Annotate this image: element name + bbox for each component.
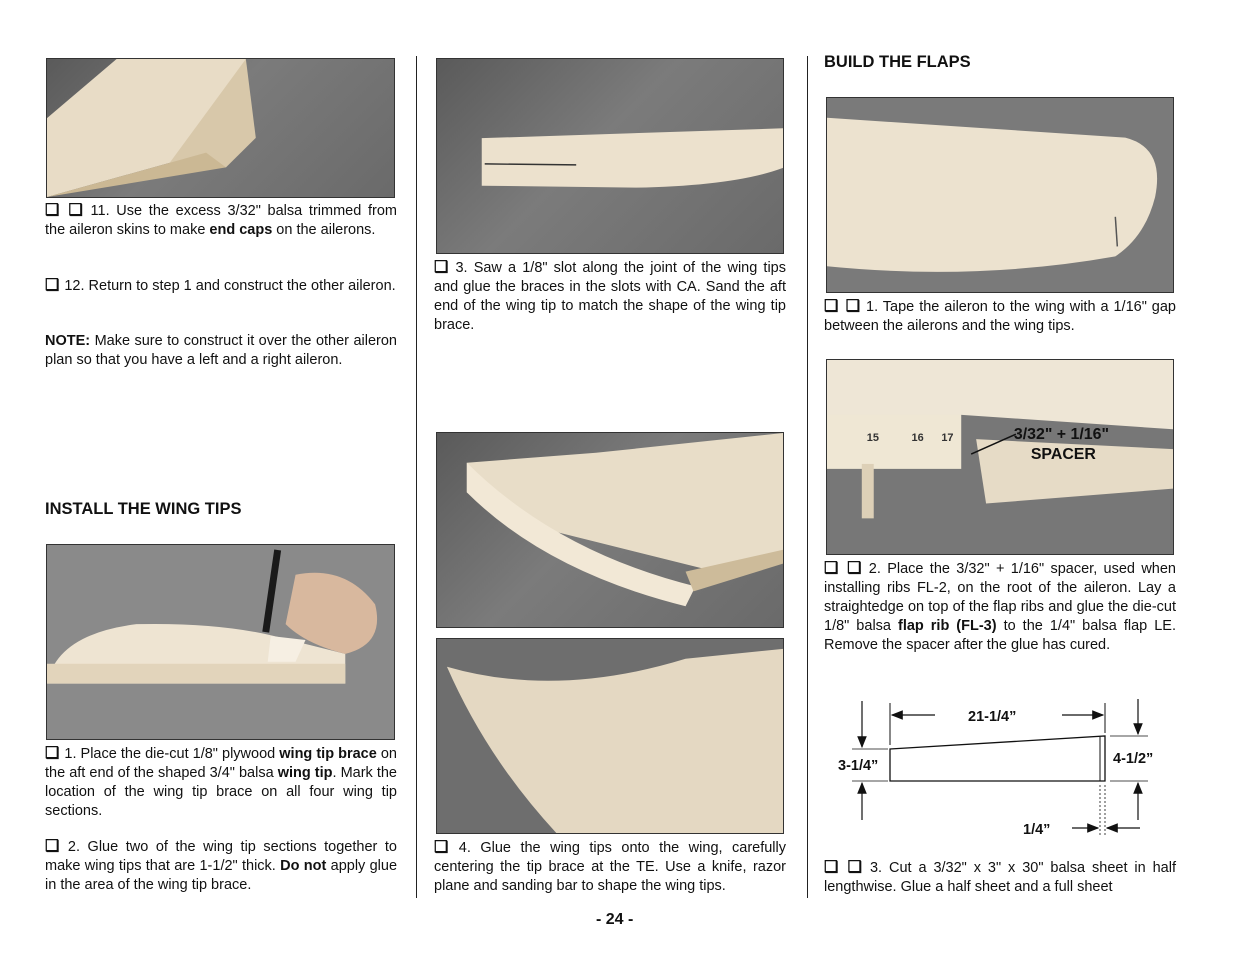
col2-step-4: ❑ 4. Glue the wing tips onto the wing, carefully centering the tip brace at the TE. Use a knife, razor plane and sanding bar to shape the wing tips. bbox=[434, 839, 786, 894]
heading-build-the-flaps: BUILD THE FLAPS bbox=[824, 53, 971, 71]
photo-wing-tip-glued bbox=[436, 432, 784, 628]
checkbox-icon[interactable]: ❑ bbox=[45, 745, 61, 762]
column-divider-left bbox=[416, 56, 417, 898]
col2-step-3: ❑ 3. Saw a 1/8" slot along the joint of the wing tips and glue the braces in the slots with CA. Sand the aft end of the wing tip to match the shape of the wing tip brace. bbox=[434, 259, 786, 333]
col1-step-12: ❑ 12. Return to step 1 and construct the other aileron. bbox=[45, 277, 396, 294]
column-divider-right bbox=[807, 56, 808, 898]
ruler-number: 17 bbox=[941, 432, 954, 445]
flap-rib-diagram bbox=[830, 695, 1180, 845]
col1-step-1: ❑ 1. Place the die-cut 1/8" plywood wing tip brace on the aft end of the shaped 3/4" balsa wing tip. Mark the location of the wing tip brace on all four wing tip sections. bbox=[45, 745, 397, 819]
photo-tape-aileron bbox=[826, 97, 1174, 293]
checkbox-icon[interactable]: ❑ bbox=[45, 838, 61, 855]
checkbox-icon[interactable]: ❑ ❑ bbox=[824, 560, 863, 577]
left-height-label: 3-1/4” bbox=[838, 758, 879, 774]
ruler-number: 15 bbox=[866, 432, 879, 445]
col1-step-2: ❑ 2. Glue two of the wing tip sections together to make wing tips that are 1-1/2" thick. Do not apply glue in the area of the wing tip brace. bbox=[45, 838, 398, 893]
thickness-label: 1/4” bbox=[1023, 822, 1051, 838]
checkbox-icon[interactable]: ❑ bbox=[434, 259, 450, 276]
heading-install-wing-tips: INSTALL THE WING TIPS bbox=[45, 500, 242, 518]
checkbox-icon[interactable]: ❑ ❑ bbox=[824, 298, 862, 315]
length-label: 21-1/4” bbox=[968, 709, 1017, 725]
right-height-label: 4-1/2” bbox=[1113, 751, 1154, 767]
ruler-number: 16 bbox=[911, 432, 924, 445]
photo-saw-slot bbox=[436, 58, 784, 254]
checkbox-icon[interactable]: ❑ ❑ bbox=[824, 859, 864, 876]
col3-step-2: ❑ ❑ 2. Place the 3/32" + 1/16" spacer, used when installing ribs FL-2, on the root of the aileron. Lay a straightedge on top of the flap ribs and glue the die-cut 1/8" balsa flap rib (FL-3) to the 1/4" balsa flap LE. Remove the spacer after the glue has cured. bbox=[824, 560, 1176, 653]
col3-step-3: ❑ ❑ 3. Cut a 3/32" x 3" x 30" balsa sheet in half lengthwise. Glue a half sheet and a full sheet bbox=[824, 859, 1176, 895]
checkbox-icon[interactable]: ❑ ❑ bbox=[45, 202, 84, 219]
checkbox-icon[interactable]: ❑ bbox=[45, 277, 61, 294]
page-number: - 24 - bbox=[596, 911, 634, 928]
spacer-label-line2: SPACER bbox=[1030, 446, 1096, 463]
photo-spacer bbox=[826, 359, 1174, 555]
col1-step-11: ❑ ❑ 11. Use the excess 3/32" balsa trimmed from the aileron skins to make end caps on the ailerons. bbox=[45, 202, 397, 238]
spacer-label-line1: 3/32" + 1/16" bbox=[1013, 426, 1109, 444]
col1-note: NOTE: Make sure to construct it over the other aileron plan so that you have a left and a right aileron. bbox=[45, 333, 397, 368]
col3-step-1: ❑ ❑ 1. Tape the aileron to the wing with a 1/16" gap between the ailerons and the wing tips. bbox=[824, 298, 1176, 334]
photo-mark-wing-tip bbox=[46, 544, 395, 740]
photo-wing-tip-shaped bbox=[436, 638, 784, 834]
checkbox-icon[interactable]: ❑ bbox=[434, 839, 450, 856]
photo-end-cap bbox=[46, 58, 395, 198]
